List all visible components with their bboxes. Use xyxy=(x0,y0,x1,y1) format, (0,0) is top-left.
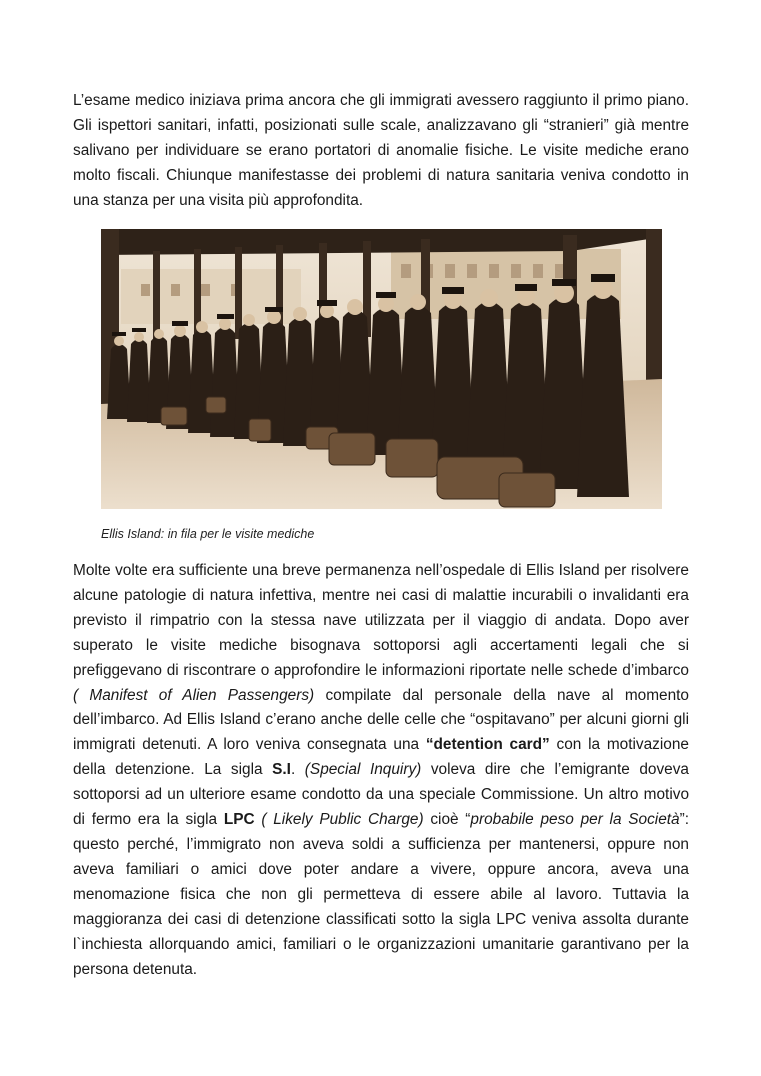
manifest-italic: ( Manifest of Alien Passengers) xyxy=(73,686,315,704)
text-run: Molte volte era sufficiente una breve permanenza nell’ospedale di Ellis Island per risolvere alcune patologie di natura infettiva, mentre nei casi di malattie incurabili o invalidanti era previsto il rimpatrio con la stessa nave utilizzata per il viaggio di andata. Dopo aver superato le visite mediche bisognava sottoporsi agli accertamenti legali che si prefiggevano di riscontrare o approfondire le informazioni riportate nelle schede d’imbarco xyxy=(73,562,689,679)
probabile-peso-italic: probabile peso per la Società xyxy=(470,811,680,829)
photo-caption: Ellis Island: in fila per le visite mediche xyxy=(101,527,315,541)
text-run: . xyxy=(290,761,305,779)
text-run: ”: questo perché, l’immigrato non aveva soldi a sufficienza per mantenersi, oppure non aveva familiari o amici dove poter andare a vivere, oppure ancora, aveva una menomazione fisica che non gli permetteva di essere abile al lavoro. Tuttavia la maggioranza dei casi di detenzione classificati sotto la sigla LPC veniva assolta durante l`inchiesta allorquando amici, familiari o le organizzazioni umanitarie garantivano per la persona detenuta. xyxy=(73,811,690,978)
paragraph-detention xyxy=(73,559,689,982)
text-run: voleva dire che l’emigrante doveva sottoporsi ad un ulteriore esame condotto da una speciale Commissione. Un altro motivo di fermo era la sigla xyxy=(73,761,689,829)
text-run: compilate dal personale della nave al momento dell’imbarco. Ad Ellis Island c’erano anche delle celle che “ospitavano” per alcuni giorni gli immigrati detenuti. A loro veniva consegnata una xyxy=(73,686,689,754)
ellis-island-photo xyxy=(101,229,662,509)
text-run: con la motivazione della detenzione. La sigla xyxy=(73,736,689,779)
paragraph-medical-exam: L’esame medico iniziava prima ancora che gli immigrati avessero raggiunto il primo piano. Gli ispettori sanitari, infatti, posizionati sulle scale, analizzavano gli “stranieri” già mentre salivano per individuare se erano portatori di anomalie fisiche. Le visite mediche erano molto fiscali. Chiunque manifestasse dei problemi di natura sanitaria veniva condotto in una stanza per una visita più approfondita. xyxy=(73,92,689,209)
lpc-bold: LPC xyxy=(223,811,255,829)
special-inquiry-italic: (Special Inquiry) xyxy=(304,761,422,779)
si-bold: S.I xyxy=(272,761,291,779)
queue-illustration xyxy=(101,229,662,509)
detention-card-bold: “detention card” xyxy=(425,736,550,754)
text-run: cioè “ xyxy=(423,811,471,829)
likely-public-charge-italic: ( Likely Public Charge) xyxy=(261,811,424,829)
